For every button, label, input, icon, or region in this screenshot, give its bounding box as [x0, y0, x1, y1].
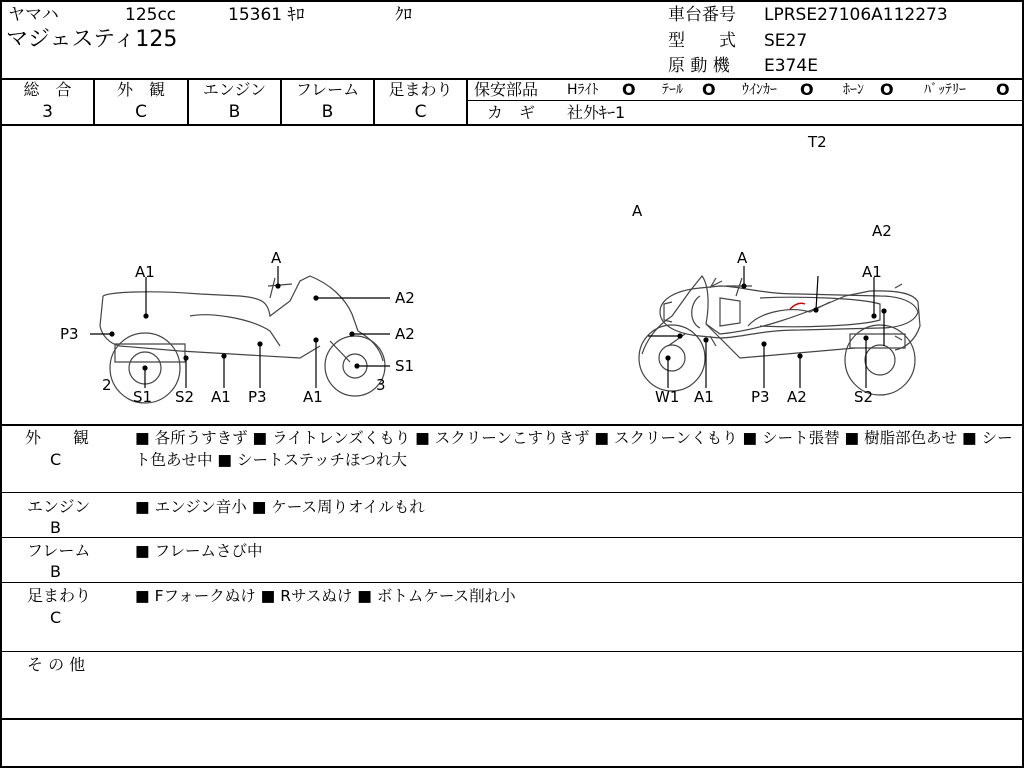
safety-item-horn: ﾎｰﾝ: [843, 82, 864, 98]
divider: [0, 424, 1024, 426]
diagram-label: S1: [395, 357, 415, 375]
remark-grade-frame: B: [50, 562, 61, 581]
engine-label: 原 動 機: [668, 56, 730, 76]
safety-item-tail: ﾃｰﾙ: [662, 82, 683, 98]
model-name: マジェスティ125: [6, 27, 178, 52]
diagram-label: T2: [808, 133, 827, 151]
diagram-label: 2: [102, 376, 112, 394]
scooter-diagram: [0, 126, 1024, 424]
safety-mark: O: [702, 80, 716, 99]
mileage: 15361 ｷﾛ: [228, 5, 305, 25]
diagram-label: S2: [175, 388, 195, 406]
diagram-label: A1: [211, 388, 231, 406]
frame-no-label: 車台番号: [668, 5, 736, 25]
key-label: カ ギ: [487, 103, 536, 122]
type-label: 型 式: [668, 31, 736, 51]
maker: ヤマハ: [8, 5, 59, 25]
diagram-label: P3: [60, 325, 79, 343]
remark-text-exterior: ■ 各所うすきず ■ ライトレンズくもり ■ スクリーンこすりきず ■ スクリーンくもり ■ シート張替 ■ 樹脂部色あせ ■ シート色あせ中 ■ シートステッチほつれ大: [135, 429, 1013, 469]
remark-grade-engine: B: [50, 518, 61, 537]
grade-value-frame: B: [321, 102, 334, 122]
scooter-left-view: [100, 276, 385, 403]
grade-label-exterior: 外 観: [116, 80, 165, 99]
remark-text-frame: ■ フレームさび中: [135, 542, 263, 560]
grade-label-suspension: 足まわり: [388, 80, 453, 99]
diagram-label: A1: [694, 388, 714, 406]
grade-value-suspension: C: [414, 102, 427, 122]
diagram-label: A: [737, 249, 748, 267]
diagram-label: A2: [395, 325, 415, 343]
remark-label-exterior: 外 観: [25, 428, 90, 447]
divider: [466, 100, 1024, 101]
divider: [0, 492, 1024, 493]
divider: [0, 582, 1024, 583]
grade-value-exterior: C: [135, 102, 147, 122]
safety-mark: O: [880, 80, 894, 99]
diagram-label: A2: [787, 388, 807, 406]
diagram-label: A2: [872, 222, 892, 240]
diagram-label: A1: [135, 263, 155, 281]
safety-label: 保安部品: [474, 80, 539, 99]
remark-grade-exterior: C: [50, 450, 62, 469]
grade-value-engine: B: [228, 102, 241, 122]
remark-text-suspension: ■ Fフォークぬけ ■ Rサスぬけ ■ ボトムケース削れ小: [135, 587, 516, 605]
remark-label-other: そ の 他: [27, 655, 86, 674]
remark-label-suspension: 足まわり: [27, 586, 92, 605]
safety-mark: O: [996, 80, 1010, 99]
diagram-label: A: [271, 249, 282, 267]
divider: [0, 537, 1024, 538]
diagram-label: A1: [862, 263, 882, 281]
divider: [466, 78, 468, 126]
damage-mark: [790, 303, 805, 309]
safety-item-winker: ｳｲﾝｶｰ: [742, 82, 777, 98]
diagram-label: P3: [751, 388, 770, 406]
safety-item-battery: ﾊﾞｯﾃﾘｰ: [924, 82, 966, 98]
safety-mark: O: [800, 80, 814, 99]
diagram-label: P3: [248, 388, 267, 406]
grade-value-total: 3: [42, 102, 53, 122]
grade-label-frame: フレーム: [295, 80, 360, 99]
grade-label-engine: エンジン: [202, 80, 267, 99]
diagram-label: 3: [376, 376, 386, 394]
remark-label-engine: エンジン: [27, 497, 91, 516]
key-value: 社外ｷｰ1: [567, 103, 626, 122]
frame-no: LPRSE27106A112273: [764, 5, 948, 25]
safety-item-headlight: Hﾗｲﾄ: [567, 82, 599, 98]
diagram-label: A2: [395, 289, 415, 307]
divider: [0, 718, 1024, 720]
divider: [0, 651, 1024, 652]
remark-grade-suspension: C: [50, 608, 62, 627]
safety-mark: O: [622, 80, 636, 99]
grade-label-total: 総 合: [23, 80, 72, 99]
engine-value: E374E: [764, 56, 818, 76]
diagram-label: A1: [303, 388, 323, 406]
scooter-top-view: [660, 278, 918, 346]
diagram-label: A: [632, 202, 643, 220]
diagram-label: S2: [854, 388, 874, 406]
remark-text-engine: ■ エンジン音小 ■ ケース周りオイルもれ: [135, 498, 425, 516]
color: ｸﾛ: [395, 5, 412, 25]
type-value: SE27: [764, 31, 808, 51]
diagram-label: S1: [133, 388, 153, 406]
diagram-label: W1: [655, 388, 680, 406]
remark-label-frame: フレーム: [27, 541, 91, 560]
displacement: 125cc: [125, 5, 177, 25]
